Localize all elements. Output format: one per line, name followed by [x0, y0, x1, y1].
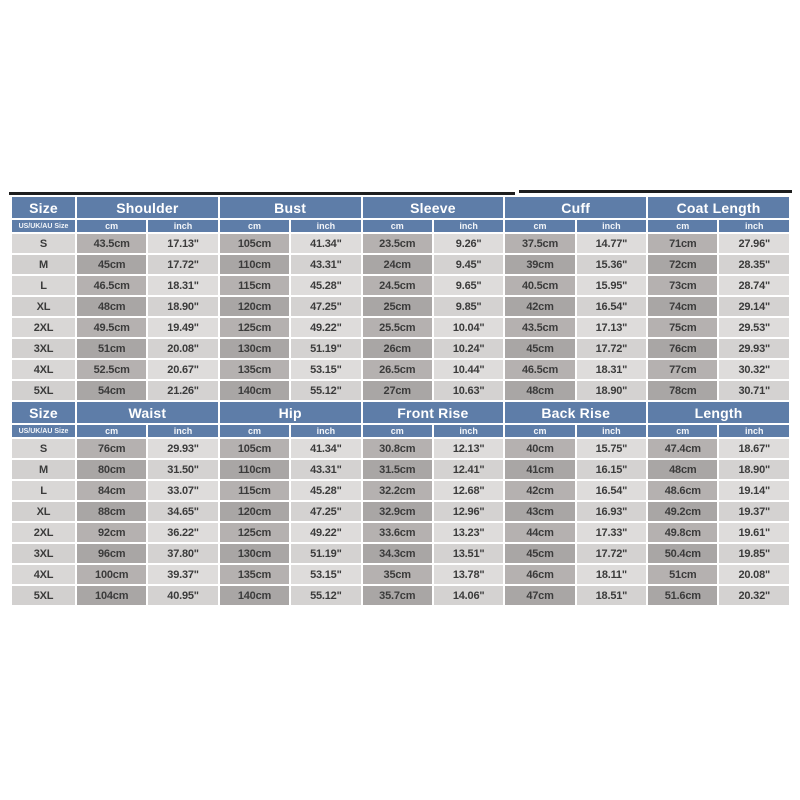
measurement-cm-value: 105cm	[220, 234, 289, 253]
measurement-inch-value: 14.06"	[434, 586, 503, 605]
measurement-inch-value: 9.26"	[434, 234, 503, 253]
measurement-cm-value: 40cm	[505, 439, 574, 458]
size-column-header: Size	[12, 197, 75, 218]
measurement-cm-value: 120cm	[220, 502, 289, 521]
measurement-inch-value: 9.45"	[434, 255, 503, 274]
size-row-xl	[12, 502, 789, 521]
measurement-inch-value: 20.67"	[148, 360, 217, 379]
measurement-inch-value: 31.50"	[148, 460, 217, 479]
measurement-cm-value: 43.5cm	[77, 234, 146, 253]
size-row-3xl	[12, 544, 789, 563]
measurement-inch-value: 19.85"	[719, 544, 789, 563]
size-label: 3XL	[12, 544, 75, 563]
measurement-cm-value: 45cm	[77, 255, 146, 274]
column-header-back-rise: Back Rise	[505, 402, 646, 423]
measurement-cm-value: 49.8cm	[648, 523, 717, 542]
measurement-cm-value: 46.5cm	[77, 276, 146, 295]
measurement-cm-value: 48.6cm	[648, 481, 717, 500]
measurement-cm-value: 76cm	[77, 439, 146, 458]
size-row-l	[12, 481, 789, 500]
measurement-cm-value: 24cm	[363, 255, 432, 274]
measurement-inch-value: 9.65"	[434, 276, 503, 295]
measurement-cm-value: 71cm	[648, 234, 717, 253]
measurement-cm-value: 34.3cm	[363, 544, 432, 563]
unit-header-cm: cm	[505, 220, 574, 232]
measurement-inch-value: 15.36"	[577, 255, 646, 274]
unit-header-inch: inch	[148, 220, 217, 232]
unit-header-inch: inch	[434, 425, 503, 437]
measurement-inch-value: 10.44"	[434, 360, 503, 379]
measurement-inch-value: 28.74"	[719, 276, 789, 295]
size-row-m	[12, 255, 789, 274]
column-header-bust: Bust	[220, 197, 361, 218]
unit-header-cm: cm	[363, 220, 432, 232]
measurement-inch-value: 17.72"	[577, 544, 646, 563]
size-column-header: Size	[12, 402, 75, 423]
size-row-xl	[12, 297, 789, 316]
measurement-cm-value: 26.5cm	[363, 360, 432, 379]
unit-header-inch: inch	[291, 425, 360, 437]
measurement-cm-value: 52.5cm	[77, 360, 146, 379]
measurement-cm-value: 54cm	[77, 381, 146, 400]
measurement-cm-value: 43cm	[505, 502, 574, 521]
measurement-cm-value: 104cm	[77, 586, 146, 605]
measurement-cm-value: 51cm	[648, 565, 717, 584]
measurement-inch-value: 15.75"	[577, 439, 646, 458]
measurement-inch-value: 29.14"	[719, 297, 789, 316]
measurement-inch-value: 55.12"	[291, 381, 360, 400]
unit-header-cm: cm	[77, 220, 146, 232]
measurement-inch-value: 13.78"	[434, 565, 503, 584]
measurement-cm-value: 73cm	[648, 276, 717, 295]
unit-header-inch: inch	[577, 220, 646, 232]
measurement-inch-value: 43.31"	[291, 460, 360, 479]
measurement-cm-value: 140cm	[220, 586, 289, 605]
measurement-inch-value: 18.67"	[719, 439, 789, 458]
measurement-inch-value: 10.63"	[434, 381, 503, 400]
measurement-inch-value: 49.22"	[291, 318, 360, 337]
measurement-cm-value: 35cm	[363, 565, 432, 584]
measurement-cm-value: 74cm	[648, 297, 717, 316]
measurement-inch-value: 19.49"	[148, 318, 217, 337]
size-label: 5XL	[12, 381, 75, 400]
measurement-inch-value: 12.13"	[434, 439, 503, 458]
measurement-cm-value: 23.5cm	[363, 234, 432, 253]
measurement-inch-value: 19.37"	[719, 502, 789, 521]
unit-header-inch: inch	[291, 220, 360, 232]
column-header-length: Length	[648, 402, 789, 423]
measurement-cm-value: 40.5cm	[505, 276, 574, 295]
unit-header-inch: inch	[719, 220, 789, 232]
unit-header-cm: cm	[220, 425, 289, 437]
measurement-cm-value: 135cm	[220, 565, 289, 584]
size-row-s	[12, 439, 789, 458]
measurement-inch-value: 55.12"	[291, 586, 360, 605]
measurement-inch-value: 17.72"	[148, 255, 217, 274]
measurement-cm-value: 80cm	[77, 460, 146, 479]
measurement-inch-value: 39.37"	[148, 565, 217, 584]
measurement-inch-value: 15.95"	[577, 276, 646, 295]
measurement-cm-value: 120cm	[220, 297, 289, 316]
measurement-cm-value: 76cm	[648, 339, 717, 358]
measurement-inch-value: 17.72"	[577, 339, 646, 358]
measurement-inch-value: 47.25"	[291, 502, 360, 521]
measurement-cm-value: 37.5cm	[505, 234, 574, 253]
measurement-cm-value: 49.5cm	[77, 318, 146, 337]
measurement-inch-value: 41.34"	[291, 439, 360, 458]
size-charts-container	[10, 195, 791, 607]
unit-header-inch: inch	[434, 220, 503, 232]
measurement-cm-value: 75cm	[648, 318, 717, 337]
measurement-inch-value: 28.35"	[719, 255, 789, 274]
measurement-inch-value: 37.80"	[148, 544, 217, 563]
column-header-cuff: Cuff	[505, 197, 646, 218]
unit-header-cm: cm	[505, 425, 574, 437]
measurement-cm-value: 44cm	[505, 523, 574, 542]
measurement-cm-value: 77cm	[648, 360, 717, 379]
measurement-cm-value: 92cm	[77, 523, 146, 542]
size-row-m	[12, 460, 789, 479]
measurement-cm-value: 39cm	[505, 255, 574, 274]
measurement-cm-value: 26cm	[363, 339, 432, 358]
size-label: 2XL	[12, 318, 75, 337]
measurement-inch-value: 18.90"	[577, 381, 646, 400]
measurement-cm-value: 110cm	[220, 255, 289, 274]
measurement-cm-value: 125cm	[220, 523, 289, 542]
measurement-inch-value: 36.22"	[148, 523, 217, 542]
measurement-inch-value: 18.90"	[719, 460, 789, 479]
measurement-cm-value: 27cm	[363, 381, 432, 400]
measurement-cm-value: 47cm	[505, 586, 574, 605]
measurement-cm-value: 51.6cm	[648, 586, 717, 605]
size-label: 2XL	[12, 523, 75, 542]
size-row-2xl	[12, 523, 789, 542]
measurement-inch-value: 12.68"	[434, 481, 503, 500]
measurement-inch-value: 45.28"	[291, 481, 360, 500]
measurement-inch-value: 41.34"	[291, 234, 360, 253]
measurement-inch-value: 18.11"	[577, 565, 646, 584]
measurement-inch-value: 49.22"	[291, 523, 360, 542]
column-header-front-rise: Front Rise	[363, 402, 504, 423]
measurement-inch-value: 19.61"	[719, 523, 789, 542]
measurement-cm-value: 48cm	[648, 460, 717, 479]
measurement-inch-value: 19.14"	[719, 481, 789, 500]
pants-size-table	[10, 400, 791, 607]
measurement-inch-value: 17.13"	[148, 234, 217, 253]
measurement-inch-value: 29.53"	[719, 318, 789, 337]
measurement-cm-value: 110cm	[220, 460, 289, 479]
measurement-cm-value: 125cm	[220, 318, 289, 337]
measurement-cm-value: 96cm	[77, 544, 146, 563]
measurement-cm-value: 31.5cm	[363, 460, 432, 479]
measurement-inch-value: 12.41"	[434, 460, 503, 479]
measurement-cm-value: 24.5cm	[363, 276, 432, 295]
column-header-shoulder: Shoulder	[77, 197, 218, 218]
measurement-cm-value: 35.7cm	[363, 586, 432, 605]
size-label: L	[12, 481, 75, 500]
measurement-cm-value: 33.6cm	[363, 523, 432, 542]
measurement-cm-value: 84cm	[77, 481, 146, 500]
measurement-inch-value: 18.51"	[577, 586, 646, 605]
measurement-inch-value: 13.51"	[434, 544, 503, 563]
measurement-inch-value: 51.19"	[291, 339, 360, 358]
measurement-inch-value: 20.08"	[719, 565, 789, 584]
table-top-rule-right	[519, 190, 792, 193]
size-label: 4XL	[12, 565, 75, 584]
measurement-cm-value: 51cm	[77, 339, 146, 358]
coat-size-table	[10, 195, 791, 402]
measurement-cm-value: 135cm	[220, 360, 289, 379]
size-row-5xl	[12, 586, 789, 605]
size-label: 3XL	[12, 339, 75, 358]
measurement-cm-value: 88cm	[77, 502, 146, 521]
measurement-cm-value: 30.8cm	[363, 439, 432, 458]
size-label: 5XL	[12, 586, 75, 605]
measurement-cm-value: 72cm	[648, 255, 717, 274]
size-label: XL	[12, 502, 75, 521]
measurement-cm-value: 46cm	[505, 565, 574, 584]
measurement-inch-value: 12.96"	[434, 502, 503, 521]
measurement-cm-value: 41cm	[505, 460, 574, 479]
measurement-cm-value: 130cm	[220, 339, 289, 358]
unit-header-inch: inch	[148, 425, 217, 437]
unit-header-cm: cm	[363, 425, 432, 437]
measurement-cm-value: 115cm	[220, 481, 289, 500]
measurement-cm-value: 47.4cm	[648, 439, 717, 458]
measurement-cm-value: 45cm	[505, 339, 574, 358]
size-standard-subheader: US/UK/AU Size	[12, 220, 75, 232]
measurement-inch-value: 16.54"	[577, 481, 646, 500]
size-label: L	[12, 276, 75, 295]
measurement-inch-value: 17.13"	[577, 318, 646, 337]
measurement-cm-value: 49.2cm	[648, 502, 717, 521]
measurement-cm-value: 100cm	[77, 565, 146, 584]
measurement-inch-value: 47.25"	[291, 297, 360, 316]
unit-header-cm: cm	[77, 425, 146, 437]
unit-header-cm: cm	[220, 220, 289, 232]
measurement-inch-value: 16.15"	[577, 460, 646, 479]
size-row-s	[12, 234, 789, 253]
measurement-inch-value: 18.31"	[577, 360, 646, 379]
measurement-inch-value: 18.31"	[148, 276, 217, 295]
measurement-cm-value: 32.9cm	[363, 502, 432, 521]
size-row-4xl	[12, 360, 789, 379]
measurement-cm-value: 43.5cm	[505, 318, 574, 337]
measurement-inch-value: 30.71"	[719, 381, 789, 400]
measurement-cm-value: 42cm	[505, 481, 574, 500]
measurement-inch-value: 29.93"	[148, 439, 217, 458]
size-label: S	[12, 234, 75, 253]
measurement-inch-value: 43.31"	[291, 255, 360, 274]
measurement-inch-value: 20.32"	[719, 586, 789, 605]
measurement-cm-value: 130cm	[220, 544, 289, 563]
measurement-cm-value: 50.4cm	[648, 544, 717, 563]
measurement-inch-value: 45.28"	[291, 276, 360, 295]
unit-header-inch: inch	[719, 425, 789, 437]
size-label: M	[12, 255, 75, 274]
measurement-cm-value: 115cm	[220, 276, 289, 295]
measurement-cm-value: 25cm	[363, 297, 432, 316]
measurement-inch-value: 21.26"	[148, 381, 217, 400]
measurement-cm-value: 48cm	[77, 297, 146, 316]
measurement-inch-value: 27.96"	[719, 234, 789, 253]
size-row-2xl	[12, 318, 789, 337]
measurement-inch-value: 18.90"	[148, 297, 217, 316]
measurement-inch-value: 53.15"	[291, 360, 360, 379]
measurement-cm-value: 32.2cm	[363, 481, 432, 500]
size-label: M	[12, 460, 75, 479]
measurement-inch-value: 14.77"	[577, 234, 646, 253]
measurement-inch-value: 51.19"	[291, 544, 360, 563]
measurement-cm-value: 140cm	[220, 381, 289, 400]
unit-header-cm: cm	[648, 220, 717, 232]
column-header-coat-length: Coat Length	[648, 197, 789, 218]
measurement-inch-value: 10.04"	[434, 318, 503, 337]
measurement-cm-value: 105cm	[220, 439, 289, 458]
unit-header-cm: cm	[648, 425, 717, 437]
measurement-cm-value: 42cm	[505, 297, 574, 316]
measurement-inch-value: 29.93"	[719, 339, 789, 358]
measurement-inch-value: 34.65"	[148, 502, 217, 521]
size-label: XL	[12, 297, 75, 316]
measurement-inch-value: 30.32"	[719, 360, 789, 379]
measurement-cm-value: 45cm	[505, 544, 574, 563]
column-header-waist: Waist	[77, 402, 218, 423]
measurement-inch-value: 17.33"	[577, 523, 646, 542]
column-header-hip: Hip	[220, 402, 361, 423]
measurement-cm-value: 48cm	[505, 381, 574, 400]
measurement-cm-value: 78cm	[648, 381, 717, 400]
size-label: 4XL	[12, 360, 75, 379]
measurement-inch-value: 20.08"	[148, 339, 217, 358]
size-row-4xl	[12, 565, 789, 584]
measurement-inch-value: 13.23"	[434, 523, 503, 542]
measurement-inch-value: 10.24"	[434, 339, 503, 358]
measurement-inch-value: 53.15"	[291, 565, 360, 584]
unit-header-inch: inch	[577, 425, 646, 437]
size-row-3xl	[12, 339, 789, 358]
measurement-cm-value: 25.5cm	[363, 318, 432, 337]
measurement-inch-value: 16.93"	[577, 502, 646, 521]
size-row-5xl	[12, 381, 789, 400]
measurement-inch-value: 40.95"	[148, 586, 217, 605]
measurement-inch-value: 16.54"	[577, 297, 646, 316]
measurement-inch-value: 33.07"	[148, 481, 217, 500]
column-header-sleeve: Sleeve	[363, 197, 504, 218]
size-label: S	[12, 439, 75, 458]
measurement-inch-value: 9.85"	[434, 297, 503, 316]
size-standard-subheader: US/UK/AU Size	[12, 425, 75, 437]
size-row-l	[12, 276, 789, 295]
measurement-cm-value: 46.5cm	[505, 360, 574, 379]
